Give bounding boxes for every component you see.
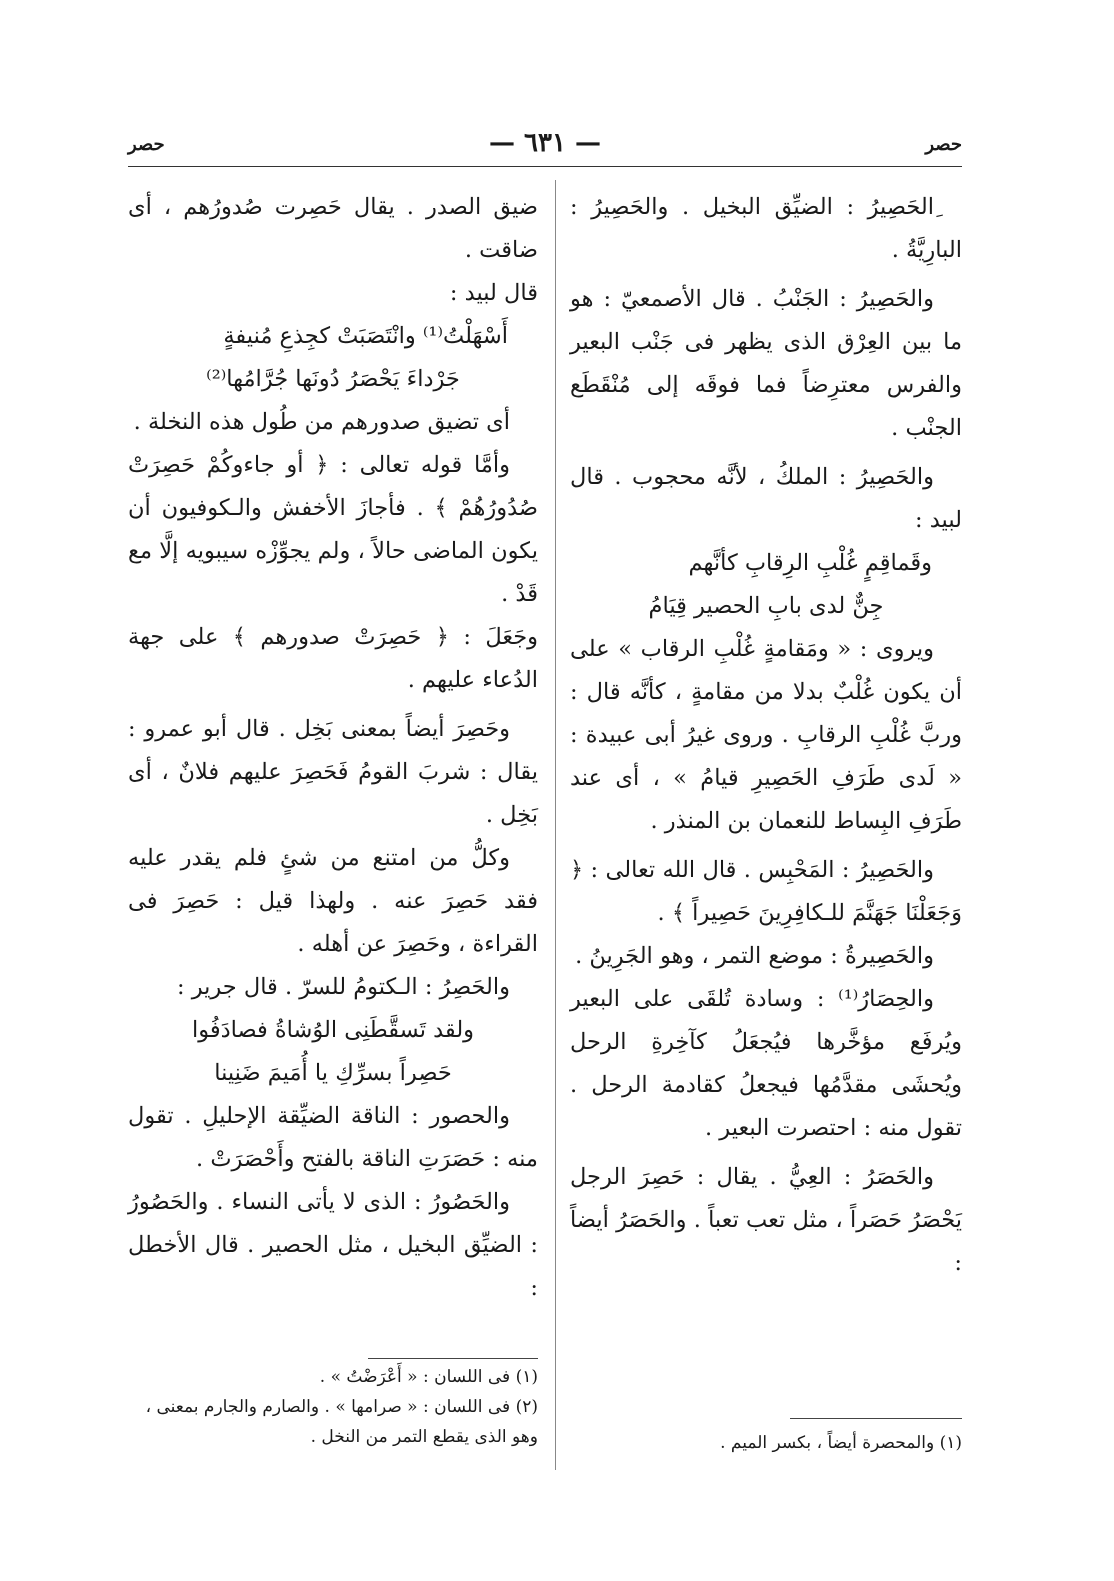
entry-paragraph: وكلُّ من امتنع من شئٍ فلم يقدر عليه فقد حَصِرَ عنه . ولهذا قيل : حَصِرَ فى القراءة ، وحَصِرَ عن أهله . (128, 845, 538, 957)
footnotes-right (570, 1428, 962, 1458)
entry-paragraph: والحَصُورُ : الذى لا يأتى النساء . والحَصُورُ : الضيِّق البخيل ، مثل الحصير . قال الأخطل : (128, 1189, 538, 1301)
header-rule (128, 166, 962, 167)
footnote: (١) والمحصرة أيضاً ، بكسر الميم . (720, 1433, 962, 1453)
running-head-left: حصر (128, 134, 165, 155)
entry-paragraph: قال لبيد : (449, 280, 538, 306)
entry-paragraph: والحَصِيرُ : المَحْبِس . قال الله تعالى : ﴿ وَجَعَلْنَا جَهَنَّمَ للـكافِرِينَ حَصِيراً ﴾ . (570, 857, 962, 926)
entry-paragraph: وجَعَلَ : ﴿ حَصِرَتْ صدورهم ﴾ على جهة الدُعاء عليهم . (128, 624, 538, 693)
verse-line: أَسْهَلْتُ⁽¹⁾ وانْتَصَبَتْ كجِذعِ مُنيفةٍ (223, 323, 508, 349)
verse-line: جِنٌّ لدى بابِ الحصير قِيَامُ (648, 593, 884, 619)
entry-paragraph: والحَصَرُ : العِيُّ . يقال : حَصِرَ الرجل يَحْصَرُ حَصَراً ، مثل تعب تعباً . والحَصَرُ أيضاً : (570, 1164, 962, 1276)
verse-line: حَصِراً بسرِّكِ يا أُمَيمَ ضَنِينا (214, 1060, 452, 1086)
entry-paragraph: والحصور : الناقة الضيِّقة الإحليلِ . تقول منه : حَصَرَتِ الناقة بالفتح وأَحْصَرَتْ . (128, 1103, 538, 1172)
verse-line: وقَماقِمٍ غُلْبِ الرِقابِ كأنَّهم (688, 550, 932, 576)
entry-paragraph: والحَصِيرُ : الجَنْبُ . قال الأصمعيّ : هو ما بين العِرْق الذى يظهر فى جَنْب البعير والفرس معترِضاً فما فوقَه إلى مُنْقَطَع الجنْب . (570, 286, 962, 441)
page-number: — ٦٣١ — (488, 128, 602, 158)
verse-line: جَرْداءَ يَحْصَرُ دُونَها جُرَّامُها⁽²⁾ (206, 366, 460, 392)
footnote: (١) فى اللسان : « أَعْرَضْتُ » . (319, 1367, 538, 1387)
left-column (128, 186, 538, 1310)
entry-paragraph: وأمَّا قوله تعالى : ﴿ أو جاءوكُمْ حَصِرَتْ صُدُورُهُمْ ﴾ . فأجازَ الأخفش والـكوفيون أن يكون الماضى حالاً ، ولم يجوِّزْه سيبويه إلَّا مع قَدْ . (128, 452, 538, 607)
entry-paragraph: والحَصِرُ : الـكتومُ للسرّ . قال جرير : (176, 974, 510, 1000)
entry-paragraph: ِالحَصِيرُ : الضيِّق البخيل . والحَصِيرُ : البارِيَّةُ . (570, 194, 962, 263)
footnote-rule-left (368, 1358, 538, 1359)
entry-paragraph: وحَصِرَ أيضاً بمعنى بَخِل . قال أبو عمرو : يقال : شربَ القومُ فَحَصِرَ عليهم فلانٌ ، أى بَخِل . (128, 716, 538, 828)
entry-paragraph: ويروى : « ومَقامةٍ غُلْبِ الرقاب » على أن يكون غُلْبٌ بدلا من مقامةٍ ، كأنَّه قال : وربَّ غُلْبِ الرقابِ . وروى غيرُ أبى عبيدة : « لَدى طَرَفِ الحَصِيرِ قيامُ » ، أى عند طَرَفِ البِساط للنعمان بن المنذر . (570, 636, 962, 834)
footnotes-left (128, 1362, 538, 1452)
page-header (128, 128, 962, 168)
verse-line: ولقد تَسقَّطَنِى الوُشاةُ فصادَفُوا (191, 1017, 475, 1043)
entry-paragraph: والحَصِيرةُ : موضع التمر ، وهو الجَرِينُ . (575, 943, 934, 969)
entry-paragraph: والحَصِيرُ : الملكُ ، لأنَّه محجوب . قال لبيد : (570, 464, 962, 533)
footnote: (٢) فى اللسان : « صرامها » . والصارم والجارم بمعنى ، وهو الذى يقطع التمر من النخل . (145, 1397, 538, 1447)
column-divider (555, 180, 556, 1470)
entry-paragraph: أى تضيق صدورهم من طُول هذه النخلة . (133, 409, 510, 435)
running-head-right: حصر (925, 134, 962, 155)
entry-paragraph: والحِصَارُ⁽¹⁾ : وسادة تُلقَى على البعير ويُرفَع مؤخَّرها فيُجعَلُ كآخِرةِ الرحل ويُحشَى مقدَّمُها فيجعلُ كقادمة الرحل . تقول منه : احتصرت البعير . (570, 986, 962, 1141)
right-column (570, 186, 962, 1285)
entry-paragraph: ضيق الصدر . يقال حَصِرت صُدورُهم ، أى ضاقت . (128, 194, 538, 263)
footnote-rule-right (790, 1418, 962, 1419)
